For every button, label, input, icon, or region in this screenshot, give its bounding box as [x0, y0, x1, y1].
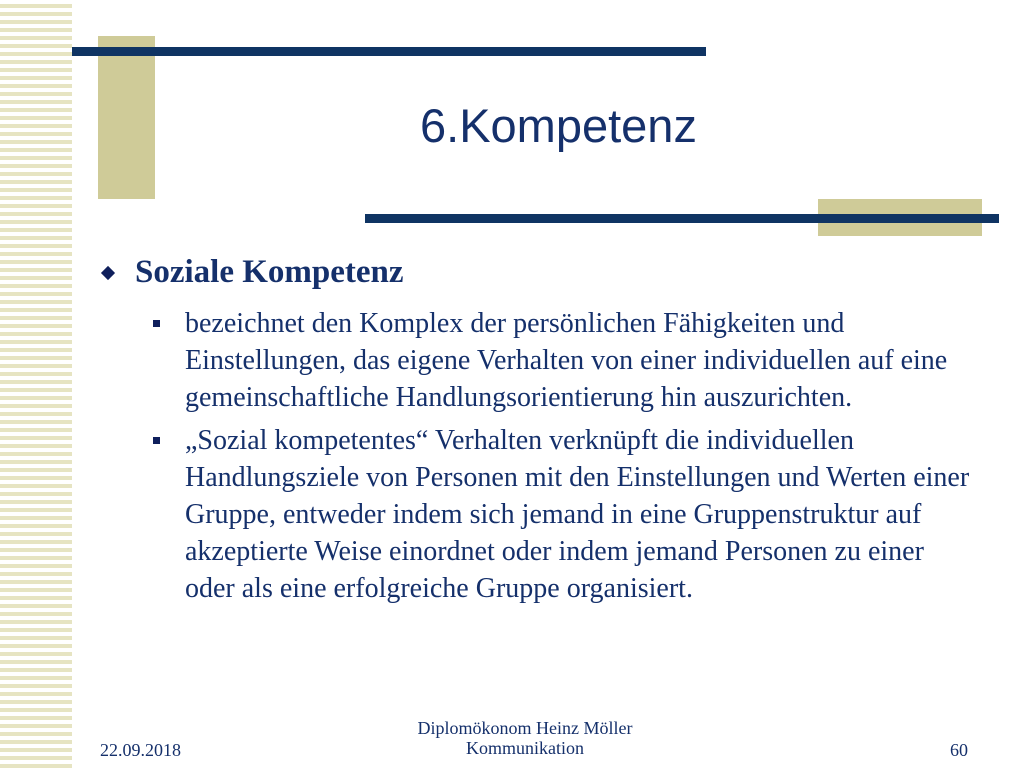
page-number: 60 [950, 740, 968, 760]
list-item [150, 305, 980, 416]
left-stripe-decoration [0, 0, 72, 768]
diamond-icon [101, 266, 115, 280]
section-heading: Soziale Kompetenz [135, 254, 404, 290]
section-heading-row [103, 253, 404, 293]
bullet-list [150, 305, 980, 613]
footer-date: 22.09.2018 [100, 740, 181, 760]
footer-center [390, 718, 660, 758]
list-item-text: „Sozial kompetentes“ Verhalten verknüpft die individuellen Handlungsziele von Personen mit den Einstellungen und Werten einer Gruppe, entweder indem sich jemand in eine Gruppenstruktur auf akzeptierte Weise einordnet oder indem jemand Personen zu einer oder als eine erfolgreiche Gruppe organisiert. [185, 425, 970, 604]
footer-topic: Kommunikation [466, 738, 584, 758]
square-bullet-icon [153, 437, 160, 444]
slide-title: 6.Kompetenz [420, 99, 697, 152]
list-item-text: bezeichnet den Komplex der persönlichen Fähigkeiten und Einstellungen, das eigene Verhalten von einer individuellen auf eine gemeinschaftliche Handlungsorientierung hin auszurichten. [185, 308, 948, 413]
list-item [150, 422, 980, 607]
square-bullet-icon [153, 320, 160, 327]
title-bar-top [72, 47, 706, 56]
title-accent-block [98, 36, 155, 199]
title-bar-bottom [365, 214, 999, 223]
footer-author: Diplomökonom Heinz Möller [417, 718, 633, 738]
